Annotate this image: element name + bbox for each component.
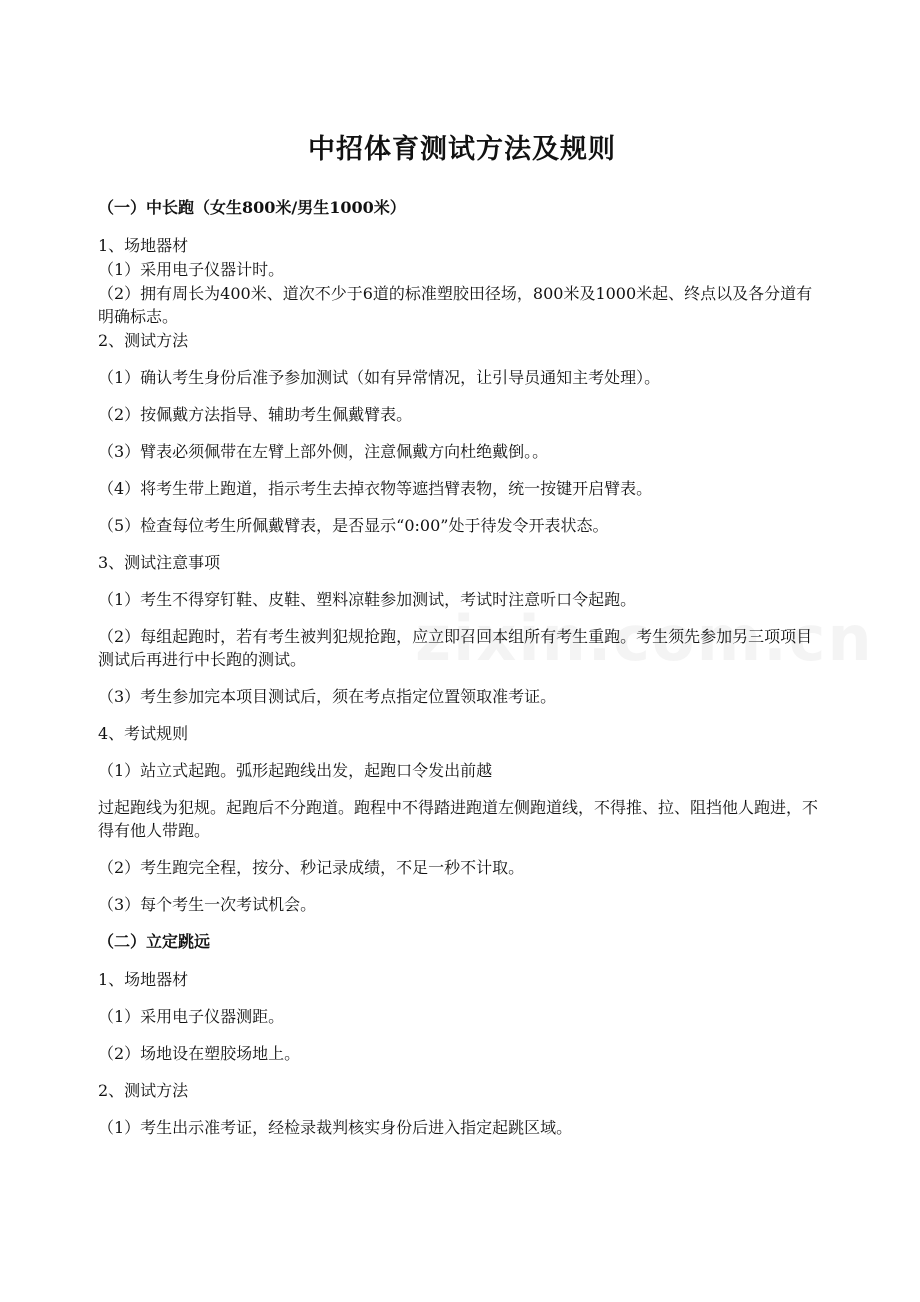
paragraph: （4）将考生带上跑道，指示考生去掉衣物等遮挡臂表物，统一按键开启臂表。 [98, 479, 653, 498]
subheading-exam-rules: 4、考试规则 [98, 724, 189, 743]
page-title: 中招体育测试方法及规则 [308, 134, 616, 165]
paragraph: （2）按佩戴方法指导、辅助考生佩戴臂表。 [98, 405, 413, 424]
paragraph: 过起跑线为犯规。起跑后不分跑道。跑程中不得踏进跑道左侧跑道线，不得推、拉、阻挡他人跑进，不得有他人带跑。 [98, 798, 819, 840]
subheading-venue-equipment: 1、场地器材 [98, 970, 189, 989]
paragraph: （3）考生参加完本项目测试后，须在考点指定位置领取准考证。 [98, 687, 557, 706]
subheading-venue-equipment: 1、场地器材 [98, 236, 189, 255]
subheading-test-notes: 3、测试注意事项 [98, 553, 221, 572]
paragraph: （2）场地设在塑胶场地上。 [98, 1044, 301, 1063]
paragraph: （1）确认考生身份后准予参加测试（如有异常情况，让引导员通知主考处理）。 [98, 368, 661, 387]
paragraph: （2）拥有周长为400米、道次不少于6道的标准塑胶田径场，800米及1000米起、终点以及各分道有明确标志。 [98, 284, 813, 326]
paragraph: （2）考生跑完全程，按分、秒记录成绩，不足一秒不计取。 [98, 858, 525, 877]
paragraph: （3）臂表必须佩带在左臂上部外侧，注意佩戴方向杜绝戴倒。。 [98, 442, 549, 461]
subheading-test-method: 2、测试方法 [98, 1081, 189, 1100]
paragraph: （1）采用电子仪器计时。 [98, 260, 285, 279]
paragraph: （1）采用电子仪器测距。 [98, 1007, 285, 1026]
paragraph: （2）每组起跑时，若有考生被判犯规抢跑，应立即召回本组所有考生重跑。考生须先参加另三项项目测试后再进行中长跑的测试。 [98, 627, 813, 669]
paragraph: （5）检查每位考生所佩戴臂表，是否显示“0:00”处于待发令开表状态。 [98, 516, 609, 535]
paragraph: （1）考生出示准考证，经检录裁判核实身份后进入指定起跳区域。 [98, 1118, 573, 1137]
section-heading-middle-distance-run: （一）中长跑（女生800米/男生1000米） [98, 198, 406, 217]
section-heading-standing-long-jump: （二）立定跳远 [98, 932, 211, 951]
paragraph: （1）站立式起跑。弧形起跑线出发，起跑口令发出前越 [98, 761, 493, 780]
document-page [98, 130, 826, 1153]
paragraph: （1）考生不得穿钉鞋、皮鞋、塑料凉鞋参加测试，考试时注意听口令起跑。 [98, 590, 637, 609]
subheading-test-method: 2、测试方法 [98, 331, 189, 350]
paragraph: （3）每个考生一次考试机会。 [98, 895, 317, 914]
